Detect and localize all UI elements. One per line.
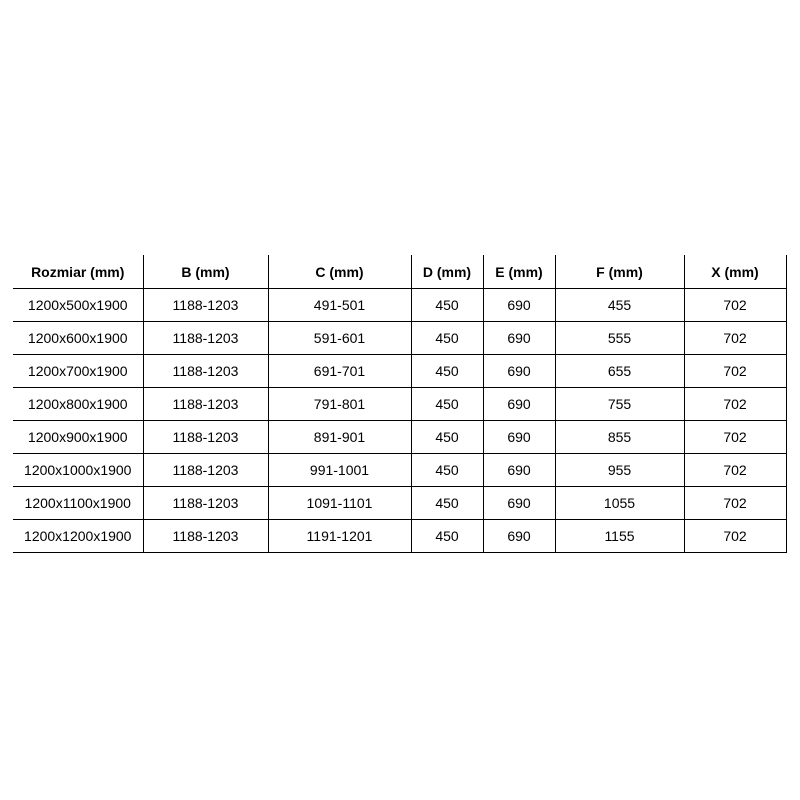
table-cell: 1191-1201 bbox=[268, 520, 411, 553]
table-cell: 1188-1203 bbox=[143, 454, 268, 487]
column-header: C (mm) bbox=[268, 255, 411, 289]
table-cell: 450 bbox=[411, 421, 483, 454]
table-cell: 690 bbox=[483, 421, 555, 454]
table-cell: 1200x1100x1900 bbox=[13, 487, 143, 520]
table-body bbox=[13, 289, 786, 553]
table-row bbox=[13, 520, 786, 553]
table-cell: 450 bbox=[411, 454, 483, 487]
table-row bbox=[13, 421, 786, 454]
table-cell: 450 bbox=[411, 355, 483, 388]
table-cell: 1188-1203 bbox=[143, 289, 268, 322]
table-cell: 1200x1200x1900 bbox=[13, 520, 143, 553]
table-cell: 702 bbox=[684, 322, 786, 355]
table-cell: 702 bbox=[684, 289, 786, 322]
table-row bbox=[13, 454, 786, 487]
column-header: E (mm) bbox=[483, 255, 555, 289]
table-cell: 1200x1000x1900 bbox=[13, 454, 143, 487]
table-cell: 690 bbox=[483, 520, 555, 553]
table-cell: 891-901 bbox=[268, 421, 411, 454]
table-cell: 450 bbox=[411, 520, 483, 553]
column-header: X (mm) bbox=[684, 255, 786, 289]
table-row bbox=[13, 355, 786, 388]
column-header: B (mm) bbox=[143, 255, 268, 289]
table-cell: 1188-1203 bbox=[143, 322, 268, 355]
table-row bbox=[13, 322, 786, 355]
column-header: D (mm) bbox=[411, 255, 483, 289]
table-cell: 791-801 bbox=[268, 388, 411, 421]
table-cell: 1200x700x1900 bbox=[13, 355, 143, 388]
table-cell: 450 bbox=[411, 487, 483, 520]
table-cell: 690 bbox=[483, 289, 555, 322]
table-cell: 690 bbox=[483, 388, 555, 421]
table-cell: 455 bbox=[555, 289, 684, 322]
table-cell: 450 bbox=[411, 322, 483, 355]
table-cell: 1200x500x1900 bbox=[13, 289, 143, 322]
table-header bbox=[13, 255, 786, 289]
table-cell: 702 bbox=[684, 487, 786, 520]
table-cell: 1188-1203 bbox=[143, 355, 268, 388]
table-cell: 1188-1203 bbox=[143, 520, 268, 553]
table-row bbox=[13, 487, 786, 520]
table-cell: 591-601 bbox=[268, 322, 411, 355]
table-cell: 1200x800x1900 bbox=[13, 388, 143, 421]
table-cell: 702 bbox=[684, 388, 786, 421]
table-cell: 702 bbox=[684, 421, 786, 454]
table-row bbox=[13, 289, 786, 322]
table-cell: 991-1001 bbox=[268, 454, 411, 487]
column-header: F (mm) bbox=[555, 255, 684, 289]
table-cell: 1055 bbox=[555, 487, 684, 520]
table-cell: 1155 bbox=[555, 520, 684, 553]
table-cell: 450 bbox=[411, 388, 483, 421]
table-cell: 855 bbox=[555, 421, 684, 454]
table-cell: 690 bbox=[483, 355, 555, 388]
header-row bbox=[13, 255, 786, 289]
table-cell: 755 bbox=[555, 388, 684, 421]
table-cell: 955 bbox=[555, 454, 684, 487]
table-cell: 702 bbox=[684, 355, 786, 388]
table-cell: 702 bbox=[684, 520, 786, 553]
column-header: Rozmiar (mm) bbox=[13, 255, 143, 289]
table-cell: 690 bbox=[483, 322, 555, 355]
table-cell: 1091-1101 bbox=[268, 487, 411, 520]
table-cell: 691-701 bbox=[268, 355, 411, 388]
spec-table bbox=[13, 255, 787, 553]
table-cell: 1188-1203 bbox=[143, 388, 268, 421]
table-cell: 555 bbox=[555, 322, 684, 355]
table-cell: 690 bbox=[483, 487, 555, 520]
table-row bbox=[13, 388, 786, 421]
table-cell: 1200x600x1900 bbox=[13, 322, 143, 355]
table-cell: 690 bbox=[483, 454, 555, 487]
table-cell: 655 bbox=[555, 355, 684, 388]
table-cell: 491-501 bbox=[268, 289, 411, 322]
table-cell: 1188-1203 bbox=[143, 421, 268, 454]
table-cell: 702 bbox=[684, 454, 786, 487]
table-cell: 450 bbox=[411, 289, 483, 322]
spec-table-wrap bbox=[13, 255, 787, 553]
table-cell: 1188-1203 bbox=[143, 487, 268, 520]
table-cell: 1200x900x1900 bbox=[13, 421, 143, 454]
